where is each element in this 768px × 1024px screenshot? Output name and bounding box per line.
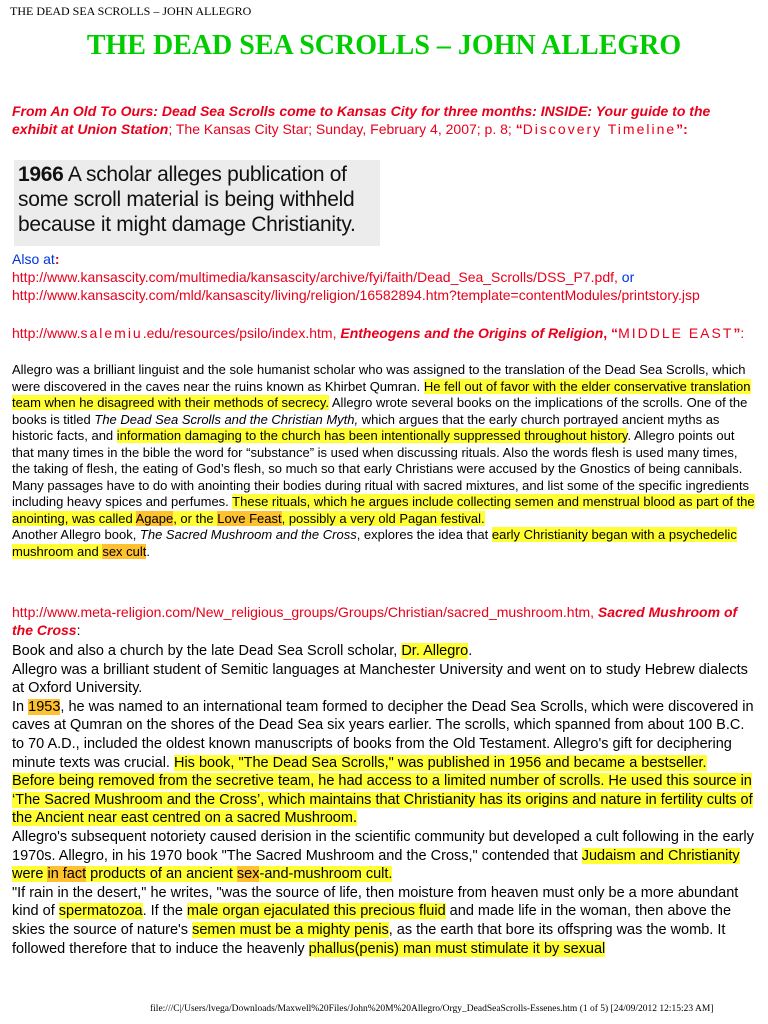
- newspaper-clipping: [14, 160, 380, 246]
- headline: From An Old To Ours: Dead Sea Scrolls come to Kansas City for three months: INSIDE: Your guide to the exhibit at Union Station: [12, 103, 711, 137]
- paragraph-entheogens: Allegro was a brilliant linguist and the sole humanist scholar who was assigned to the translation of the Dead Sea Scrolls, which were discovered in the caves near the ruins known as Khirbet Qumran. He fell out of favor with the elder conservative translation team when he disagreed with their methods of secrecy. Allegro wrote several books on the implications of the scrolls. One of the books is titled The Dead Sea Scrolls and the Christian Myth, which argues that the early church portrayed ancient myths as historic facts, and information damaging to the church has been intentionally suppressed throughout history. Allegro points out that many times in the bible the word for “substance” is used when discussing rituals. Also the words flesh is used many times, the taking of flesh, the eating of God’s flesh, so much so that early Christians were accused by the Gnostics of being cannibals. Many passages have to do with anointing their bodies during ritual with sacred mixtures, and list some of the specific ingredients including heavy spices and perfumes. These rituals, which he argues include collecting semen and menstrual blood as part of the anointing, was called Agape, or the Love Feast, possibly a very old Pagan festival. Another Allegro book, The Sacred Mushroom and the Cross, explores the idea that early Christianity began with a psychedelic mushroom and sex cult.: [12, 362, 755, 559]
- also-at: Also at: http://www.kansascity.com/multimedia/kansascity/archive/fyi/faith/Dead_Sea_Scrolls/DSS_P7.pdf, or http://www.kansascity.com/mld/kansascity/living/religion/16582894.htm?template=contentModules/printstory.jsp: [12, 251, 700, 303]
- section-name: Discovery Timeline: [522, 121, 677, 137]
- page-title: THE DEAD SEA SCROLLS – JOHN ALLEGRO: [86, 30, 682, 61]
- source-citation-1: From An Old To Ours: Dead Sea Scrolls come to Kansas City for three months: INSIDE: Your guide to the exhibit at Union Station; The Kansas City Star; Sunday, February 4, 2007; p. 8; “Discovery Timeline”:: [12, 103, 711, 137]
- link-2[interactable]: http://www.kansascity.com/mld/kansascity/living/religion/16582894.htm?template=contentModules/printstory.jsp: [12, 287, 700, 303]
- page-header: THE DEAD SEA SCROLLS – JOHN ALLEGRO: [10, 4, 252, 18]
- clipping-year: 1966: [18, 163, 64, 186]
- page-footer: file:///C|/Users/lvega/Downloads/Maxwell%20Files/John%20M%20Allegro/Orgy_DeadSeaScrolls-Essenes.htm (1 of 5) [24/09/2012 12:15:23 AM]: [150, 1004, 714, 1014]
- link-3[interactable]: http://www.meta-religion.com/New_religious_groups/Groups/Christian/sacred_mushroom.htm,: [12, 604, 595, 620]
- source-citation-2: http://www.salemiu.edu/resources/psilo/index.htm, Entheogens and the Origins of Religion, “MIDDLE EAST”:: [12, 325, 745, 341]
- source-citation-3: http://www.meta-religion.com/New_religious_groups/Groups/Christian/sacred_mushroom.htm, Sacred Mushroom of the Cross:: [12, 604, 738, 638]
- paragraph-sacred-mushroom: Book and also a church by the late Dead Sea Scroll scholar, Dr. Allegro. Allegro was a brilliant student of Semitic languages at Manchester University and went on to study Hebrew dialects at Oxford University. In 1953, he was named to an international team formed to decipher the Dead Sea Scrolls, which were discovered in caves at Qumran on the shores of the Dead Sea six years earlier. The scrolls, which spanned from about 100 B.C. to 70 A.D., included the oldest known manuscripts of books from the Old Testament. Allegro's gift for deciphering minute texts was crucial. His book, "The Dead Sea Scrolls," was published in 1956 and became a bestseller. Before being removed from the secretive team, he had access to a limited number of scrolls. He used this source in ‘The Sacred Mushroom and the Cross’, which maintains that Christianity has its origins and nature in fertility cults of the Ancient near east centred on a sacred Mushroom. Allegro's subsequent notoriety caused derision in the scientific community but developed a cult following in the early 1970s. Allegro, in his 1970 book "The Sacred Mushroom and the Cross," contended that Judaism and Christianity were in fact products of an ancient sex-and-mushroom cult. "If rain in the desert," he writes, "was the source of life, then moisture from heaven must only be a more abundant kind of spermatozoa. If the male organ ejaculated this precious fluid and made life in the woman, then above the skies the source of nature's semen must be a mighty penis, as the earth that bore its offspring was the womb. It followed therefore that to induce the heavenly phallus(penis) man must stimulate it by sexual: [12, 643, 754, 957]
- link-1[interactable]: http://www.kansascity.com/multimedia/kansascity/archive/fyi/faith/Dead_Sea_Scrolls/DSS_P7.pdf,: [12, 269, 618, 285]
- clipping-text: A scholar alleges publication of some scroll material is being withheld because it might damage Christianity.: [18, 163, 356, 236]
